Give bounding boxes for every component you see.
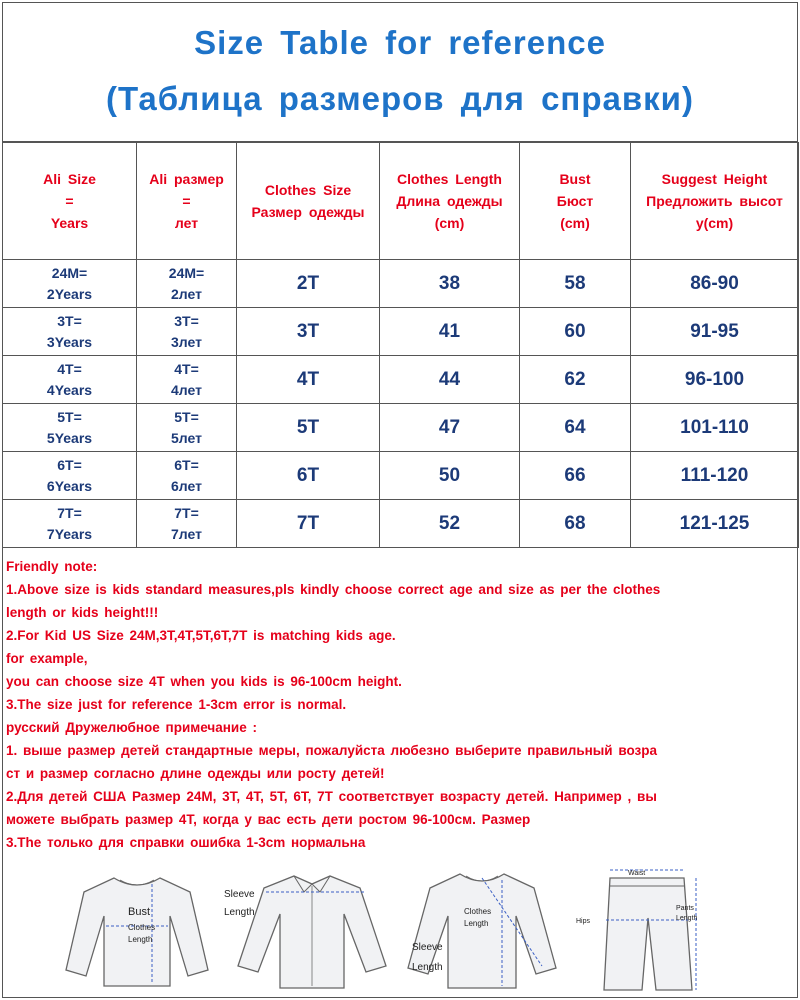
header-clothes-size: Clothes Size Размер одежды: [237, 143, 380, 260]
note-line: for example,: [6, 651, 88, 666]
bust-cell: 62: [520, 356, 631, 404]
clothes-length-cell: 38: [380, 260, 520, 308]
clothes-size-cell: 5T: [237, 404, 380, 452]
bust-cell: 58: [520, 260, 631, 308]
note-line: 2.For Kid US Size 24M,3T,4T,5T,6T,7T is matching kids age.: [6, 628, 396, 643]
clothes-length-cell: 47: [380, 404, 520, 452]
height-cell: 111-120: [631, 452, 799, 500]
clothes-size-cell: 6T: [237, 452, 380, 500]
header-ali-size: Ali Size = Years: [3, 143, 137, 260]
clothes-length-cell: 50: [380, 452, 520, 500]
header-bust: Bust Бюст (cm): [520, 143, 631, 260]
ali-razmer-cell: 5T= 5лет: [137, 404, 237, 452]
clothes-size-cell: 7T: [237, 500, 380, 548]
clothes-size-cell: 3T: [237, 308, 380, 356]
pants-length-label: Pants Length: [676, 905, 698, 922]
note-line: 2.Для детей США Размер 24M, 3T, 4T, 5T, 6T, 7T соответствует возрасту детей. Например , вы: [6, 789, 657, 804]
table-row: [3, 260, 799, 308]
sleeve-length-label-a: Sleeve Length: [224, 889, 255, 918]
note-line: можете выбрать размер 4T, когда у вас есть дети ростом 96-100см. Размер: [6, 812, 531, 827]
ali-size-cell: 4T= 4Years: [3, 356, 137, 404]
clothes-size-cell: 2T: [237, 260, 380, 308]
ali-size-cell: 6T= 6Years: [3, 452, 137, 500]
page-title: Size Table for reference: [194, 24, 606, 61]
note-line: 1.Above size is kids standard measures,pls kindly choose correct age and size as per the clothes: [6, 582, 661, 597]
table-row: [3, 356, 799, 404]
table-row: [3, 500, 799, 548]
ali-size-cell: 7T= 7Years: [3, 500, 137, 548]
bust-label: Bust: [128, 906, 151, 918]
note-line: you can choose size 4T when you kids is 96-100cm height.: [6, 674, 402, 689]
bust-cell: 64: [520, 404, 631, 452]
ali-razmer-cell: 24M= 2лет: [137, 260, 237, 308]
clothes-length-cell: 44: [380, 356, 520, 404]
header-clothes-length: Clothes Length Длина одежды (cm): [380, 143, 520, 260]
height-cell: 86-90: [631, 260, 799, 308]
ali-razmer-cell: 3T= 3лет: [137, 308, 237, 356]
clothes-size-cell: 4T: [237, 356, 380, 404]
ali-razmer-cell: 7T= 7лет: [137, 500, 237, 548]
sleeve-length-label-b: Sleeve Length: [412, 942, 443, 973]
clothes-length-cell: 52: [380, 500, 520, 548]
header-ali-razmer: Ali размер = лет: [137, 143, 237, 260]
height-cell: 91-95: [631, 308, 799, 356]
height-cell: 96-100: [631, 356, 799, 404]
height-cell: 101-110: [631, 404, 799, 452]
note-line: 3.The только для справки ошибка 1-3cm нормальна: [6, 835, 366, 850]
table-row: [3, 404, 799, 452]
ali-razmer-cell: 6T= 6лет: [137, 452, 237, 500]
note-line: русский Дружелюбное примечание :: [6, 720, 257, 735]
ali-razmer-cell: 4T= 4лет: [137, 356, 237, 404]
shirt-sleeve-icon: [232, 858, 392, 996]
hips-label: Hips: [576, 918, 591, 925]
page-subtitle: (Таблица размеров для справки): [106, 80, 694, 117]
note-line: Friendly note:: [6, 559, 98, 574]
clothes-length-label-a: Clothes Length: [128, 923, 156, 944]
ali-size-cell: 3T= 3Years: [3, 308, 137, 356]
measurement-diagram: [62, 858, 742, 996]
clothes-length-cell: 41: [380, 308, 520, 356]
note-line: 1. выше размер детей стандартные меры, пожалуйста любезно выберите правильный возра: [6, 743, 657, 758]
header-suggest-height: Suggest Height Предложить высот y(cm): [631, 143, 799, 260]
note-line: ст и размер согласно длине одежды или росту детей!: [6, 766, 385, 781]
table-row: [3, 452, 799, 500]
note-line: 3.The size just for reference 1-3cm error is normal.: [6, 697, 347, 712]
friendly-notes: [6, 555, 796, 854]
ali-size-cell: 24M= 2Years: [3, 260, 137, 308]
note-line: length or kids height!!!: [6, 605, 159, 620]
title-section: [2, 2, 798, 142]
waist-label: Waist: [628, 870, 646, 877]
table-header-row: [3, 143, 799, 260]
size-table: [2, 142, 799, 548]
table-row: [3, 308, 799, 356]
bust-cell: 68: [520, 500, 631, 548]
height-cell: 121-125: [631, 500, 799, 548]
bust-cell: 60: [520, 308, 631, 356]
clothes-length-label-b: Clothes Length: [464, 907, 492, 928]
ali-size-cell: 5T= 5Years: [3, 404, 137, 452]
bust-cell: 66: [520, 452, 631, 500]
pants-icon: [592, 858, 702, 996]
